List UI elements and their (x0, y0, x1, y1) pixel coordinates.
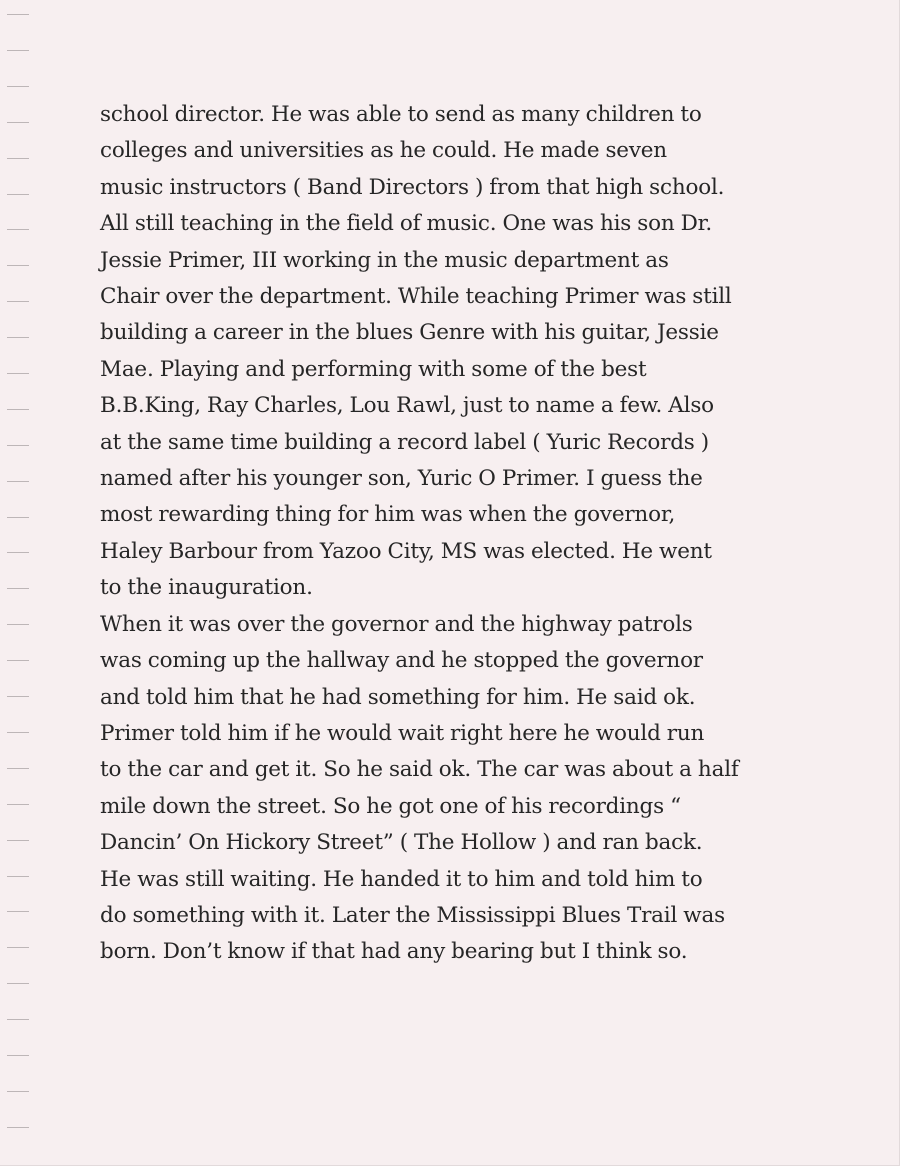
text-line: Dancin’ On Hickory Street” ( The Hollow ) and ran back. (100, 830, 703, 856)
margin-tick (7, 122, 29, 123)
margin-tick (7, 158, 29, 159)
margin-tick (7, 732, 29, 733)
text-line: school director. He was able to send as many children to (100, 102, 702, 127)
text-line: to the car and get it. So he said ok. The car was about a half (100, 757, 739, 783)
text-line: to the inauguration. (100, 575, 313, 601)
margin-tick (7, 373, 29, 374)
margin-tick (7, 265, 29, 266)
text-line: B.B.King, Ray Charles, Lou Rawl, just to name a few. Also (100, 393, 714, 419)
margin-tick (7, 50, 29, 51)
margin-tick (7, 86, 29, 87)
text-line: Jessie Primer, III working in the music department as (100, 247, 669, 273)
margin-tick (7, 696, 29, 697)
binding-margin-marks (0, 0, 40, 1166)
margin-tick (7, 481, 29, 482)
margin-tick (7, 947, 29, 948)
margin-tick (7, 194, 29, 195)
text-line: named after his younger son, Yuric O Primer. I guess the (100, 466, 703, 492)
text-line: Haley Barbour from Yazoo City, MS was elected. He went (100, 538, 712, 564)
margin-tick (7, 517, 29, 518)
text-line: All still teaching in the field of music. One was his son Dr. (100, 211, 713, 237)
margin-tick (7, 337, 29, 338)
text-line: was coming up the hallway and he stopped the governor (100, 648, 703, 674)
margin-tick (7, 911, 29, 912)
margin-tick (7, 588, 29, 589)
margin-tick (7, 983, 29, 984)
margin-tick (7, 301, 29, 302)
margin-tick (7, 840, 29, 841)
margin-tick (7, 1091, 29, 1092)
margin-tick (7, 552, 29, 553)
text-line: colleges and universities as he could. He made seven (100, 138, 667, 164)
margin-tick (7, 1019, 29, 1020)
text-line: most rewarding thing for him was when the governor, (100, 502, 676, 528)
margin-tick (7, 14, 29, 15)
margin-tick (7, 409, 29, 410)
text-line: do something with it. Later the Mississippi Blues Trail was (100, 902, 725, 928)
text-line: mile down the street. So he got one of his recordings “ (100, 793, 681, 819)
margin-tick (7, 624, 29, 625)
body-text (100, 97, 880, 971)
text-line: and told him that he had something for him. He said ok. (100, 684, 696, 710)
margin-tick (7, 660, 29, 661)
text-line: building a career in the blues Genre with his guitar, Jessie (100, 320, 719, 346)
margin-tick (7, 876, 29, 877)
margin-tick (7, 804, 29, 805)
text-line: at the same time building a record label ( Yuric Records ) (100, 429, 709, 455)
margin-tick (7, 768, 29, 769)
margin-tick (7, 1127, 29, 1128)
text-line: born. Don’t know if that had any bearing but I think so. (100, 939, 688, 965)
text-line: He was still waiting. He handed it to him and told him to (100, 866, 703, 892)
margin-tick (7, 229, 29, 230)
text-line: Chair over the department. While teaching Primer was still (100, 284, 732, 310)
margin-tick (7, 1055, 29, 1056)
text-line: When it was over the governor and the highway patrols (100, 611, 693, 637)
text-line: music instructors ( Band Directors ) from that high school. (100, 174, 725, 200)
text-line: Primer told him if he would wait right here he would run (100, 720, 705, 746)
text-line: Mae. Playing and performing with some of the best (100, 356, 647, 382)
margin-tick (7, 445, 29, 446)
